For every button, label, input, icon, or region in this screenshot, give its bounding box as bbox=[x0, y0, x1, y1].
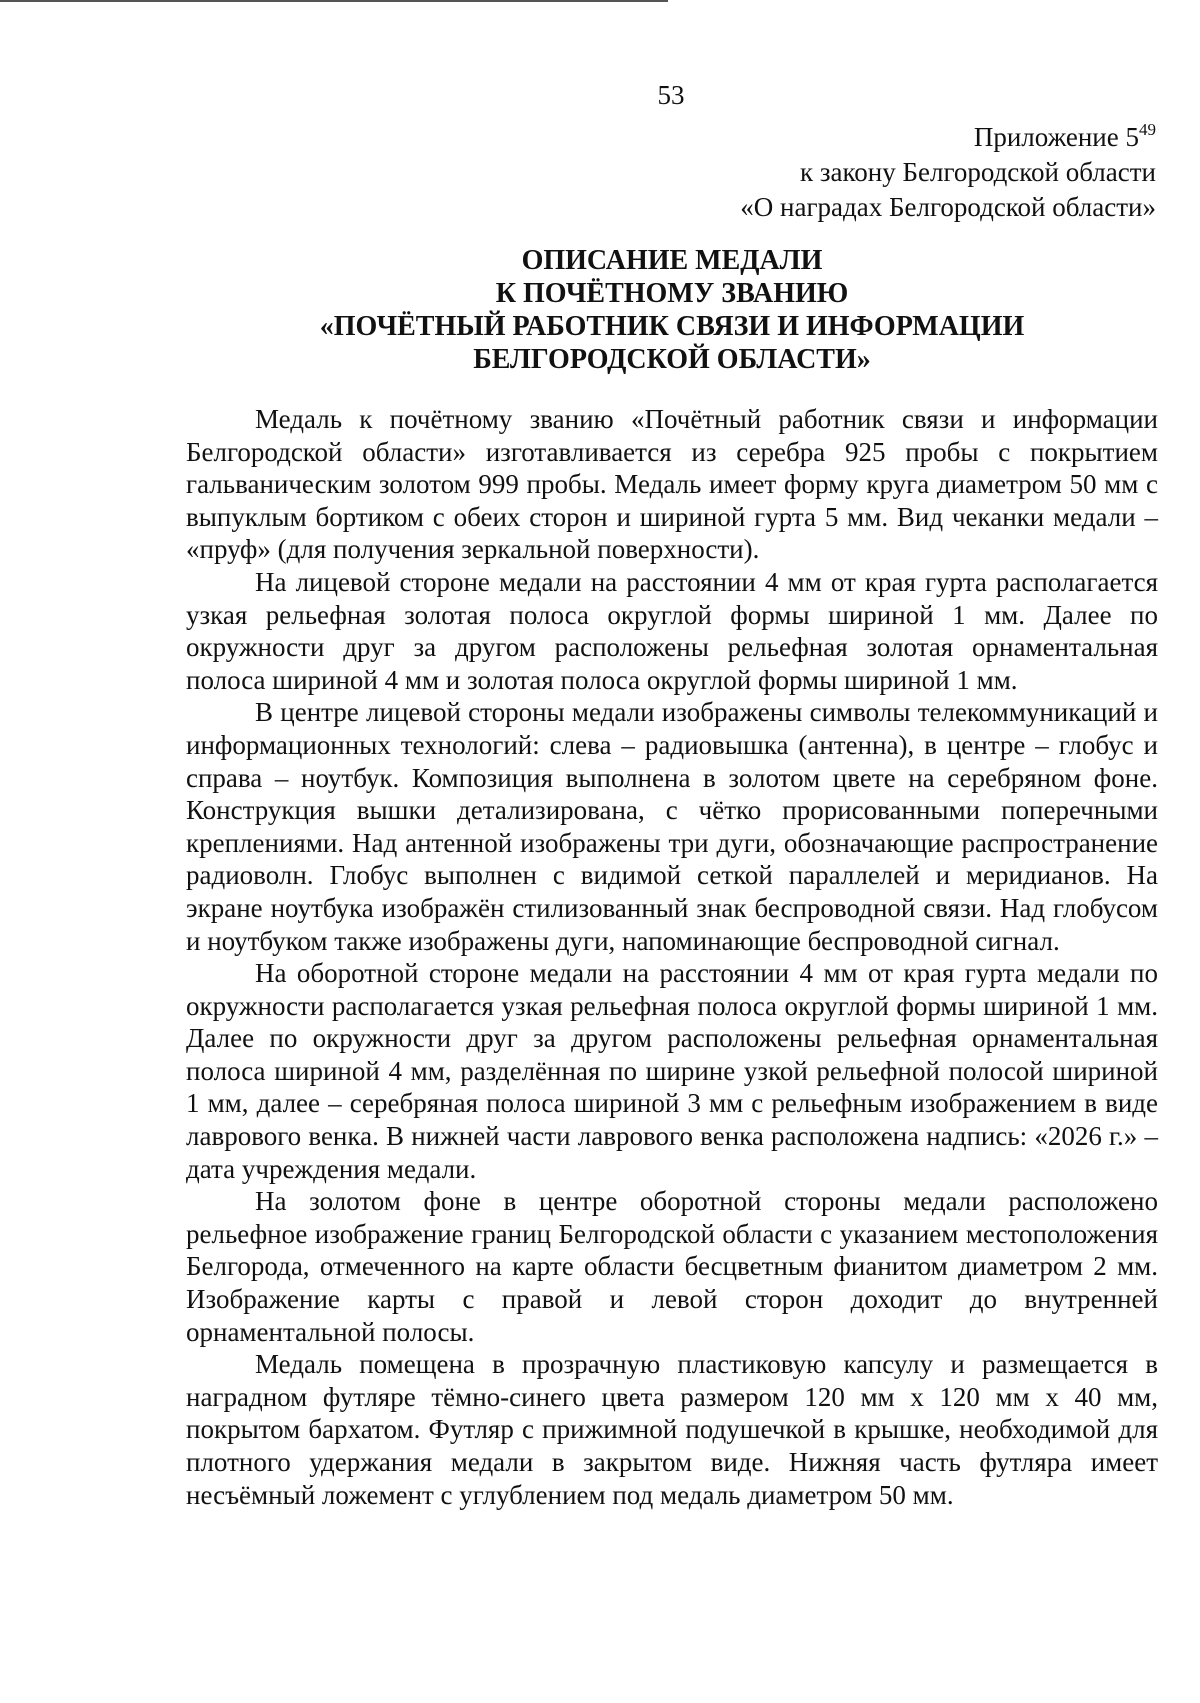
appendix-label: Приложение 5 bbox=[973, 122, 1139, 152]
title-line-3: «ПОЧЁТНЫЙ РАБОТНИК СВЯЗИ И ИНФОРМАЦИИ bbox=[319, 311, 1025, 342]
document-title bbox=[186, 244, 1158, 376]
paragraph-reverse-bands: На оборотной стороне медали на расстоянии 4 мм от края гурта медали по окружности располагается узкая рельефная полоса округлой формы шириной 1 мм. Далее по окружности друг за другом расположены рельефная орнаментальная полоса шириной 4 мм, разделённая по ширине узкой рельефной полосой шириной 1 мм, далее – серебряная полоса шириной 3 мм с рельефным изображением в виде лаврового венка. В нижней части лаврового венка расположена надпись: «2026 г.» – дата учреждения медали. bbox=[186, 958, 1158, 1184]
document-body bbox=[186, 403, 1158, 1511]
paragraph-obverse-bands: На лицевой стороне медали на расстоянии 4 мм от края гурта располагается узкая рельефная золотая полоса округлой формы шириной 1 мм. Далее по окружности друг за другом расположены рельефная золотая орнаментальная полоса шириной 4 мм и золотая полоса округлой формы шириной 1 мм. bbox=[186, 566, 1158, 695]
appendix-label-line bbox=[740, 120, 1156, 155]
paragraph-medal-material: Медаль к почётному званию «Почётный работник связи и информации Белгородской области» изготавливается из серебра 925 пробы с покрытием гальваническим золотом 999 пробы. Медаль имеет форму круга диаметром 50 мм с выпуклым бортиком с обеих сторон и шириной гурта 5 мм. Вид чеканки медали – «пруф» (для получения зеркальной поверхности). bbox=[186, 404, 1158, 565]
appendix-header bbox=[740, 120, 1156, 225]
page-number: 53 bbox=[657, 80, 685, 110]
appendix-superscript: 49 bbox=[1139, 120, 1156, 139]
title-line-4: БЕЛГОРОДСКОЙ ОБЛАСТИ» bbox=[473, 344, 871, 375]
scan-edge-line bbox=[0, 0, 668, 2]
paragraph-reverse-map: На золотом фоне в центре оборотной стороны медали расположено рельефное изображение границ Белгородской области с указанием местоположения Белгорода, отмеченного на карте области бесцветным фианитом диаметром 2 мм. Изображение карты с правой и левой сторон доходит до внутренней орнаментальной полосы. bbox=[186, 1186, 1158, 1347]
appendix-law-title: «О наградах Белгородской области» bbox=[740, 192, 1156, 222]
title-line-1: ОПИСАНИЕ МЕДАЛИ bbox=[521, 245, 823, 276]
paragraph-obverse-symbols: В центре лицевой стороны медали изображены символы телекоммуникаций и информационных технологий: слева – радиовышка (антенна), в центре – глобус и справа – ноутбук. Композиция выполнена в золотом цвете на серебряном фоне. Конструкция вышки детализирована, с чётко прорисованными поперечными креплениями. Над антенной изображены три дуги, обозначающие распространение радиоволн. Глобус выполнен с видимой сеткой параллелей и меридианов. На экране ноутбука изображён стилизованный знак беспроводной связи. Над глобусом и ноутбуком также изображены дуги, напоминающие беспроводной сигнал. bbox=[186, 697, 1158, 956]
title-line-2: К ПОЧЁТНОМУ ЗВАНИЮ bbox=[495, 278, 849, 309]
paragraph-case: Медаль помещена в прозрачную пластиковую капсулу и размещается в наградном футляре тёмно-синего цвета размером 120 мм х 120 мм х 40 мм, покрытом бархатом. Футляр с прижимной подушечкой в крышке, необходимой для плотного удержания медали в закрытом виде. Нижняя часть футляра имеет несъёмный ложемент с углублением под медаль диаметром 50 мм. bbox=[186, 1349, 1158, 1510]
appendix-law-line: к закону Белгородской области bbox=[800, 157, 1156, 187]
